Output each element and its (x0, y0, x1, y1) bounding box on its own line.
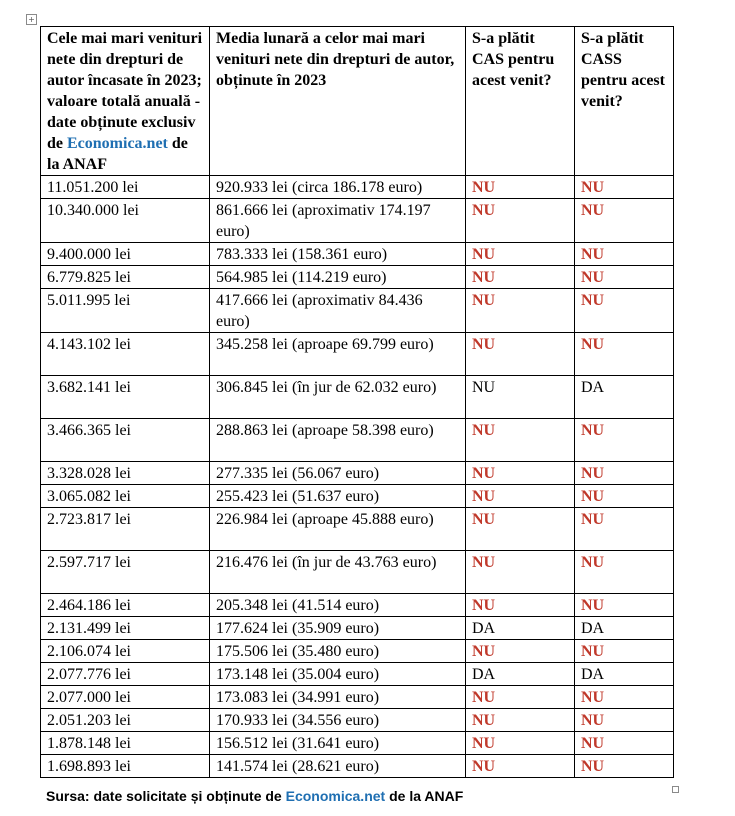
table-row (41, 289, 674, 333)
cell-total: 9.400.000 lei (41, 243, 210, 266)
table-row (41, 176, 674, 199)
cell-total: 11.051.200 lei (41, 176, 210, 199)
table-row (41, 333, 674, 376)
cell-average: 156.512 lei (31.641 euro) (210, 732, 466, 755)
cell-cas: NU (466, 266, 575, 289)
cell-cas: NU (466, 640, 575, 663)
cell-cas: NU (466, 243, 575, 266)
cell-cas: NU (466, 419, 575, 462)
table-row (41, 551, 674, 594)
cell-cass: NU (575, 709, 674, 732)
table-row (41, 199, 674, 243)
cell-total: 2.077.776 lei (41, 663, 210, 686)
cell-total: 2.131.499 lei (41, 617, 210, 640)
header-total-text: Cele mai mari venituri nete din drepturi de autor încasate în 2023; valoare totală anuală - date obținute exclusiv de (47, 30, 203, 152)
cell-average: 173.148 lei (35.004 euro) (210, 663, 466, 686)
table-row (41, 243, 674, 266)
cell-total: 2.723.817 lei (41, 508, 210, 551)
cell-average: 173.083 lei (34.991 euro) (210, 686, 466, 709)
source-suffix: de la ANAF (385, 788, 464, 804)
cell-average: 177.624 lei (35.909 euro) (210, 617, 466, 640)
cell-average: 226.984 lei (aproape 45.888 euro) (210, 508, 466, 551)
cell-cas: NU (466, 199, 575, 243)
cell-cas: NU (466, 485, 575, 508)
table-row (41, 663, 674, 686)
table-row (41, 419, 674, 462)
cell-cass: NU (575, 419, 674, 462)
cell-cass: NU (575, 686, 674, 709)
table-row (41, 594, 674, 617)
cell-average: 288.863 lei (aproape 58.398 euro) (210, 419, 466, 462)
cell-total: 3.328.028 lei (41, 462, 210, 485)
cell-total: 2.464.186 lei (41, 594, 210, 617)
cell-cass: NU (575, 289, 674, 333)
cell-cas: DA (466, 617, 575, 640)
source-link[interactable]: Economica.net (285, 788, 386, 804)
cell-cas: NU (466, 508, 575, 551)
cell-cas: NU (466, 732, 575, 755)
cell-cass: NU (575, 594, 674, 617)
cell-average: 861.666 lei (aproximativ 174.197 euro) (210, 199, 466, 243)
cell-total: 2.051.203 lei (41, 709, 210, 732)
cell-cas: NU (466, 289, 575, 333)
cell-cass: DA (575, 617, 674, 640)
cell-cass: NU (575, 176, 674, 199)
cell-total: 3.065.082 lei (41, 485, 210, 508)
cell-average: 417.666 lei (aproximativ 84.436 euro) (210, 289, 466, 333)
table-row (41, 376, 674, 419)
revenue-table (40, 26, 674, 778)
header-average: Media lunară a celor mai mari venituri nete din drepturi de autor, obținute în 2023 (210, 27, 466, 176)
cell-average: 175.506 lei (35.480 euro) (210, 640, 466, 663)
cell-total: 1.878.148 lei (41, 732, 210, 755)
cell-cas: NU (466, 755, 575, 778)
header-total (41, 27, 210, 176)
cell-total: 10.340.000 lei (41, 199, 210, 243)
cell-cas: NU (466, 594, 575, 617)
source-prefix: Sursa: date solicitate și obținute de (46, 788, 286, 804)
source-note (46, 788, 463, 804)
table-row (41, 617, 674, 640)
header-cas: S-a plătit CAS pentru acest venit? (466, 27, 575, 176)
cell-average: 920.933 lei (circa 186.178 euro) (210, 176, 466, 199)
cell-average: 277.335 lei (56.067 euro) (210, 462, 466, 485)
cell-cas: NU (466, 551, 575, 594)
header-cass: S-a plătit CASS pentru acest venit? (575, 27, 674, 176)
cell-cas: NU (466, 333, 575, 376)
cell-cass: NU (575, 243, 674, 266)
table-resize-handle-icon[interactable] (672, 786, 679, 793)
cell-total: 2.597.717 lei (41, 551, 210, 594)
cell-cass: DA (575, 376, 674, 419)
cell-cas: NU (466, 462, 575, 485)
cell-cass: DA (575, 663, 674, 686)
cell-cas: NU (466, 686, 575, 709)
cell-total: 1.698.893 lei (41, 755, 210, 778)
cell-cass: NU (575, 640, 674, 663)
cell-cass: NU (575, 551, 674, 594)
cell-cass: NU (575, 462, 674, 485)
cell-average: 564.985 lei (114.219 euro) (210, 266, 466, 289)
cell-cass: NU (575, 266, 674, 289)
table-row (41, 640, 674, 663)
cell-total: 3.682.141 lei (41, 376, 210, 419)
table-move-handle-icon[interactable]: + (26, 14, 37, 25)
cell-cass: NU (575, 732, 674, 755)
cell-average: 306.845 lei (în jur de 62.032 euro) (210, 376, 466, 419)
cell-average: 216.476 lei (în jur de 43.763 euro) (210, 551, 466, 594)
table-row (41, 508, 674, 551)
cell-average: 783.333 lei (158.361 euro) (210, 243, 466, 266)
cell-cas: DA (466, 663, 575, 686)
table-row (41, 709, 674, 732)
cell-average: 345.258 lei (aproape 69.799 euro) (210, 333, 466, 376)
table-row (41, 462, 674, 485)
table-row (41, 732, 674, 755)
cell-cas: NU (466, 376, 575, 419)
cell-average: 141.574 lei (28.621 euro) (210, 755, 466, 778)
header-total-suffix: de la ANAF (47, 135, 188, 173)
table-row (41, 266, 674, 289)
table-row (41, 686, 674, 709)
cell-cass: NU (575, 508, 674, 551)
cell-average: 255.423 lei (51.637 euro) (210, 485, 466, 508)
table-header-row (41, 27, 674, 176)
cell-cass: NU (575, 199, 674, 243)
cell-cass: NU (575, 333, 674, 376)
economica-link[interactable]: Economica.net (67, 135, 168, 152)
cell-average: 170.933 lei (34.556 euro) (210, 709, 466, 732)
cell-total: 6.779.825 lei (41, 266, 210, 289)
cell-total: 2.077.000 lei (41, 686, 210, 709)
cell-total: 2.106.074 lei (41, 640, 210, 663)
cell-cass: NU (575, 485, 674, 508)
cell-cass: NU (575, 755, 674, 778)
cell-total: 5.011.995 lei (41, 289, 210, 333)
cell-cas: NU (466, 709, 575, 732)
cell-average: 205.348 lei (41.514 euro) (210, 594, 466, 617)
cell-cas: NU (466, 176, 575, 199)
cell-total: 4.143.102 lei (41, 333, 210, 376)
cell-total: 3.466.365 lei (41, 419, 210, 462)
table-row (41, 755, 674, 778)
table-row (41, 485, 674, 508)
